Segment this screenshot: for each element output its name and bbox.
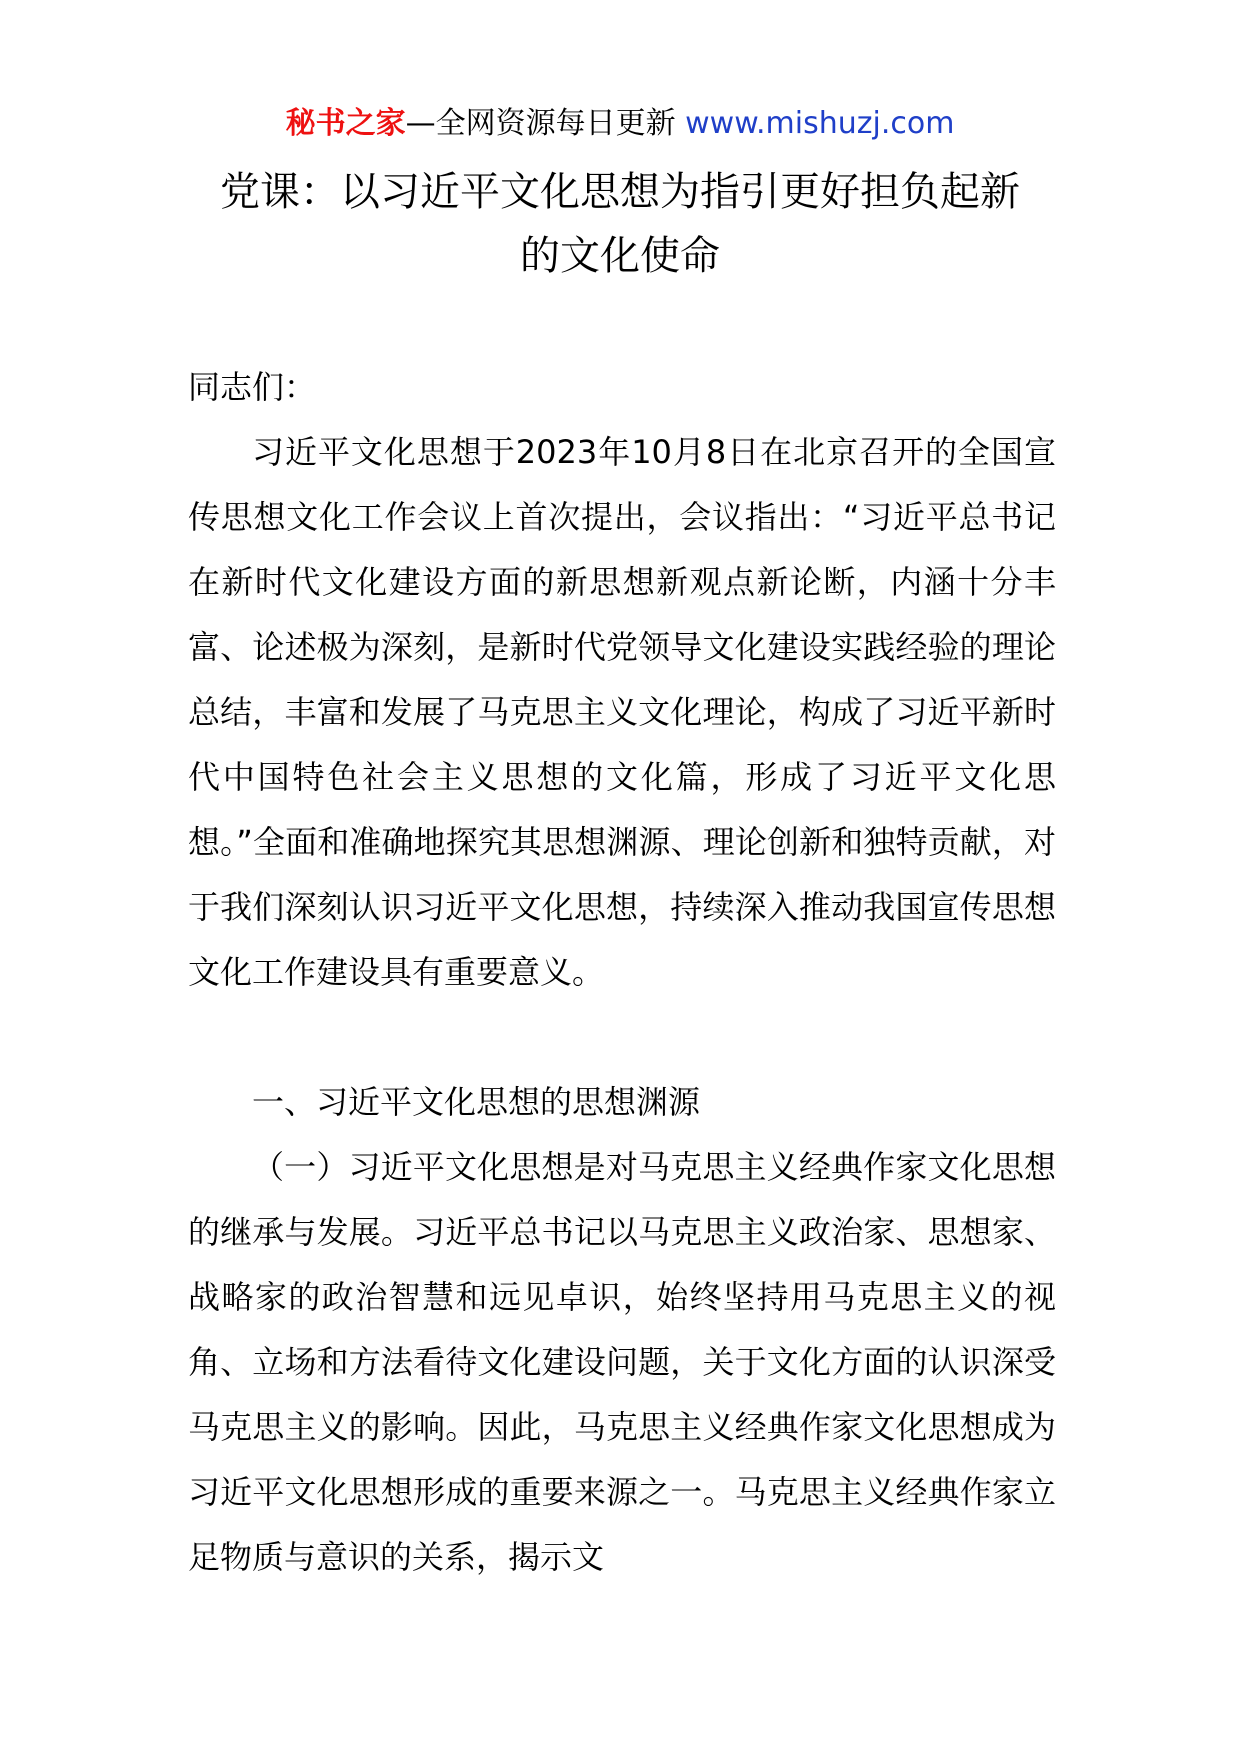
paragraph-intro: 习近平文化思想于2023年10月8日在北京召开的全国宣传思想文化工作会议上首次提出，会议指出：“习近平总书记在新时代文化建设方面的新思想新观点新论断，内涵十分丰富、论述极为深刻，是新时代党领导文化建设实践经验的理论总结，丰富和发展了马克思主义文化理论，构成了习近平新时代中国特色社会主义思想的文化篇，形成了习近平文化思想。”全面和准确地探究其思想渊源、理论创新和独特贡献，对于我们深刻认识习近平文化思想，持续深入推动我国宣传思想文化工作建设具有重要意义。 — [188, 433, 1056, 991]
site-url-link[interactable]: www.mishuzj.com — [685, 106, 955, 141]
brand-name: 秘书之家 — [285, 106, 406, 141]
section-heading: 一、习近平文化思想的思想渊源 — [252, 1083, 701, 1121]
document-title — [150, 160, 1090, 288]
title-line-2: 的文化使命 — [520, 233, 720, 279]
header-slogan: —全网资源每日更新 — [405, 106, 676, 141]
salutation: 同志们： — [188, 368, 317, 406]
title-line-1: 党课：以习近平文化思想为指引更好担负起新 — [220, 169, 1020, 215]
site-header — [0, 100, 1240, 148]
paragraph-subsection-1: （一）习近平文化思想是对马克思主义经典作家文化思想的继承与发展。习近平总书记以马克思主义政治家、思想家、战略家的政治智慧和远见卓识，始终坚持用马克思主义的视角、立场和方法看待文化建设问题，关于文化方面的认识深受马克思主义的影响。因此，马克思主义经典作家文化思想成为习近平文化思想形成的重要来源之一。马克思主义经典作家立足物质与意识的关系，揭示文 — [188, 1148, 1056, 1576]
